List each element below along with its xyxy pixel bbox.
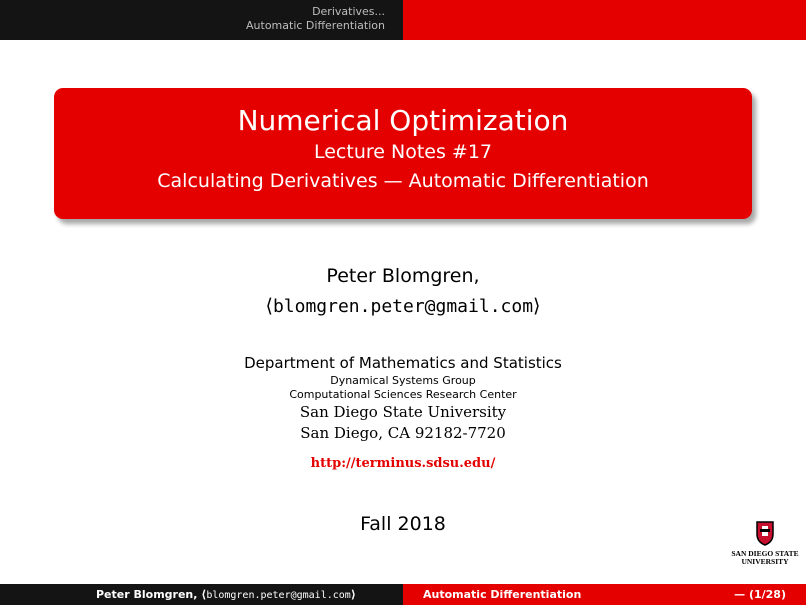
group-name: Dynamical Systems Group (330, 374, 476, 387)
footer-topic: Automatic Differentiation (423, 588, 582, 601)
logo-line2: UNIVERSITY (741, 557, 789, 566)
university-name: San Diego State University (299, 403, 507, 421)
institution-block (0, 353, 806, 471)
website-link[interactable]: http://terminus.sdsu.edu/ (310, 456, 496, 471)
term-label: Fall 2018 (360, 513, 446, 535)
header-accent (403, 0, 806, 40)
author-email-line: ⟨blomgren.peter@gmail.com⟩ (265, 295, 541, 317)
header-subsection-link[interactable]: Automatic Differentiation (246, 19, 385, 32)
header-section-link[interactable]: Derivatives... (312, 5, 385, 18)
university-logo (725, 520, 805, 566)
footer-info (403, 584, 806, 605)
footer-page-number: — (1/28) (734, 588, 786, 601)
center-name: Computational Sciences Research Center (289, 388, 517, 401)
slide-subtitle-line1: Lecture Notes #17 (313, 141, 492, 163)
footer-email: blomgren.peter@gmail.com (206, 590, 351, 601)
header-bar (0, 0, 806, 40)
university-address: San Diego, CA 92182-7720 (300, 424, 506, 442)
slide-subtitle-line2: Calculating Derivatives — Automatic Differentiation (157, 170, 649, 192)
logo-line1: SAN DIEGO STATE (731, 549, 799, 558)
shield-icon (755, 520, 775, 546)
author-email: blomgren.peter@gmail.com (272, 296, 534, 317)
department-name: Department of Mathematics and Statistics (244, 354, 562, 372)
author-name: Peter Blomgren, (326, 265, 480, 287)
title-box (54, 88, 752, 219)
header-navigation (0, 0, 403, 40)
slide-title: Numerical Optimization (237, 104, 569, 137)
footer-author-name: Peter Blomgren, (96, 588, 198, 601)
author-block (0, 261, 806, 322)
footer-author: Peter Blomgren, ⟨blomgren.peter@gmail.com⟩ (0, 584, 403, 605)
footer-bar (0, 584, 806, 605)
